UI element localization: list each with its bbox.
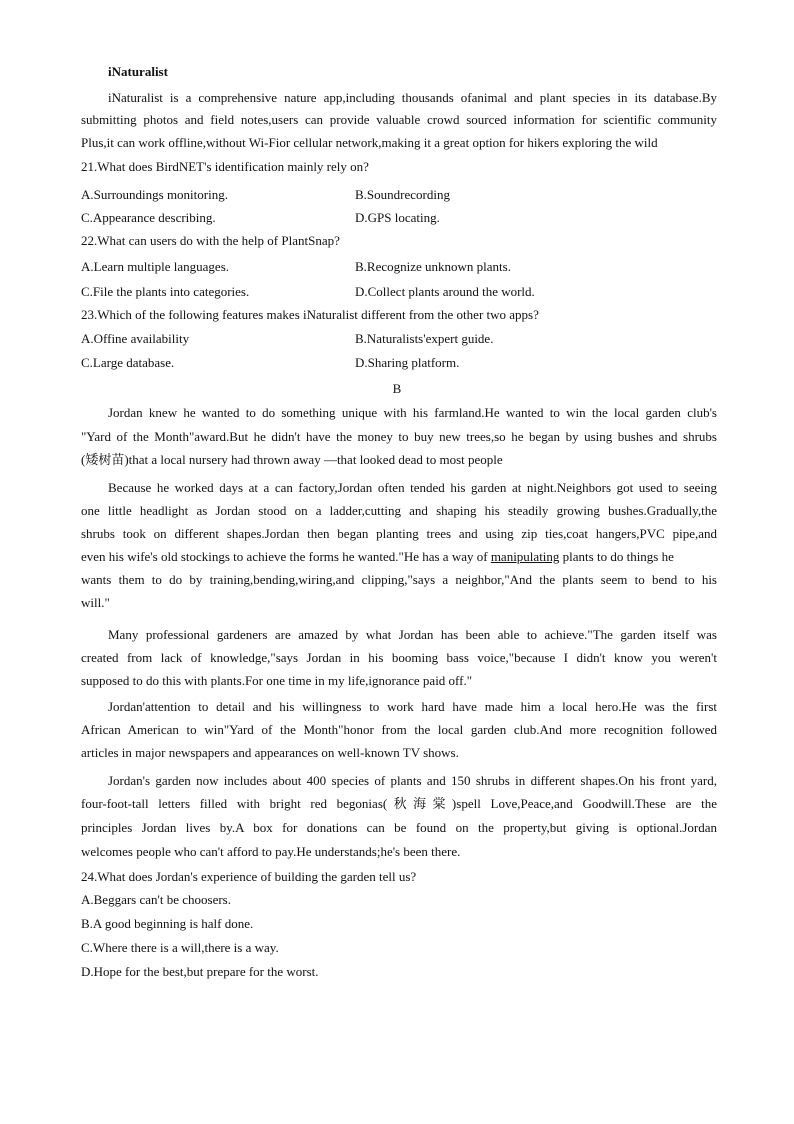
paragraph-line: wants them to do by training,bending,wiring,and clipping,"says a neighbor,"And the plants seem to bend to his [81, 572, 717, 587]
paragraph-line: "Yard of the Month"award.But he didn't have the money to buy new trees,so he began by using bushes and shrubs [81, 429, 717, 444]
paragraph-line: four-foot-tall letters filled with bright red begonias(秋海棠)spell Love,Peace,and Goodwill.These are the [81, 796, 717, 811]
text-segment: plants to do things he [559, 549, 674, 564]
option-23-c: C.Large database. [81, 355, 175, 370]
paragraph-line: one little headlight as Jordan stood on a ladder,cutting and shaping his steadily growing bushes.Gradually,the [81, 503, 717, 518]
paragraph-line: articles in major newspapers and appearances on well-known TV shows. [81, 745, 459, 760]
option-22-d: D.Collect plants around the world. [355, 284, 535, 299]
option-22-b: B.Recognize unknown plants. [355, 259, 511, 274]
paragraph-line: welcomes people who can't afford to pay.He understands;he's been there. [81, 844, 461, 859]
passage-a-line: submitting photos and field notes,users can provide valuable crowd sourced information for scientific community [81, 112, 717, 127]
question-21: 21.What does BirdNET's identification mainly rely on? [81, 159, 369, 174]
paragraph-line: will." [81, 595, 110, 610]
paragraph-line: African American to win"Yard of the Month"honor from the local garden club.And more recognition followed [81, 722, 717, 737]
option-24-c: C.Where there is a will,there is a way. [81, 940, 279, 955]
passage-a-line: iNaturalist is a comprehensive nature app,including thousands ofanimal and plant species in its database.By [108, 90, 717, 105]
passage-a-line: Plus,it can work offline,without Wi-Fior cellular network,making it a great option for hikers exploring the wild [81, 135, 658, 150]
paragraph-line: (矮树苗)that a local nursery had thrown away —that looked dead to most people [81, 452, 503, 467]
option-24-d: D.Hope for the best,but prepare for the worst. [81, 964, 319, 979]
option-23-d: D.Sharing platform. [355, 355, 460, 370]
paragraph-line: Jordan knew he wanted to do something unique with his farmland.He wanted to win the local garden club's [108, 405, 717, 420]
text-segment: even his wife's old stockings to achieve the forms he wanted."He has a way of [81, 549, 491, 564]
option-23-b: B.Naturalists'expert guide. [355, 331, 494, 346]
paragraph-line: Many professional gardeners are amazed by what Jordan has been able to achieve."The garden itself was [108, 627, 717, 642]
option-21-c: C.Appearance describing. [81, 210, 216, 225]
paragraph-line: created from lack of knowledge,"says Jordan in his booming bass voice,"because I didn't know you weren't [81, 650, 717, 665]
option-24-a: A.Beggars can't be choosers. [81, 892, 231, 907]
section-b-label: B [392, 381, 402, 396]
option-23-a: A.Offine availability [81, 331, 190, 346]
question-23: 23.Which of the following features makes iNaturalist different from the other two apps? [81, 307, 539, 322]
option-21-d: D.GPS locating. [355, 210, 440, 225]
paragraph-line: Because he worked days at a can factory,Jordan often tended his garden at night.Neighbors got used to seeing [108, 480, 717, 495]
option-24-b: B.A good beginning is half done. [81, 916, 254, 931]
passage-title: iNaturalist [108, 64, 168, 79]
question-24: 24.What does Jordan's experience of building the garden tell us? [81, 869, 417, 884]
option-22-a: A.Learn multiple languages. [81, 259, 230, 274]
underlined-word: manipulating [490, 549, 560, 564]
option-21-b: B.Soundrecording [355, 187, 450, 202]
question-22: 22.What can users do with the help of PlantSnap? [81, 233, 340, 248]
paragraph-line [81, 548, 717, 566]
paragraph-line: principles Jordan lives by.A box for donations can be found on the property,but giving is optional.Jordan [81, 820, 717, 835]
paragraph-line: Jordan's garden now includes about 400 species of plants and 150 shrubs in different shapes.On his front yard, [108, 773, 717, 788]
option-21-a: A.Surroundings monitoring. [81, 187, 228, 202]
option-22-c: C.File the plants into categories. [81, 284, 250, 299]
paragraph-line: Jordan'attention to detail and his willingness to work hard have made him a local hero.He was the first [108, 699, 717, 714]
paragraph-line: supposed to do this with plants.For one time in my life,ignorance paid off." [81, 673, 473, 688]
paragraph-line: shrubs took on different shapes.Jordan then began planting trees and using zip ties,coat hangers,PVC pipe,and [81, 526, 717, 541]
